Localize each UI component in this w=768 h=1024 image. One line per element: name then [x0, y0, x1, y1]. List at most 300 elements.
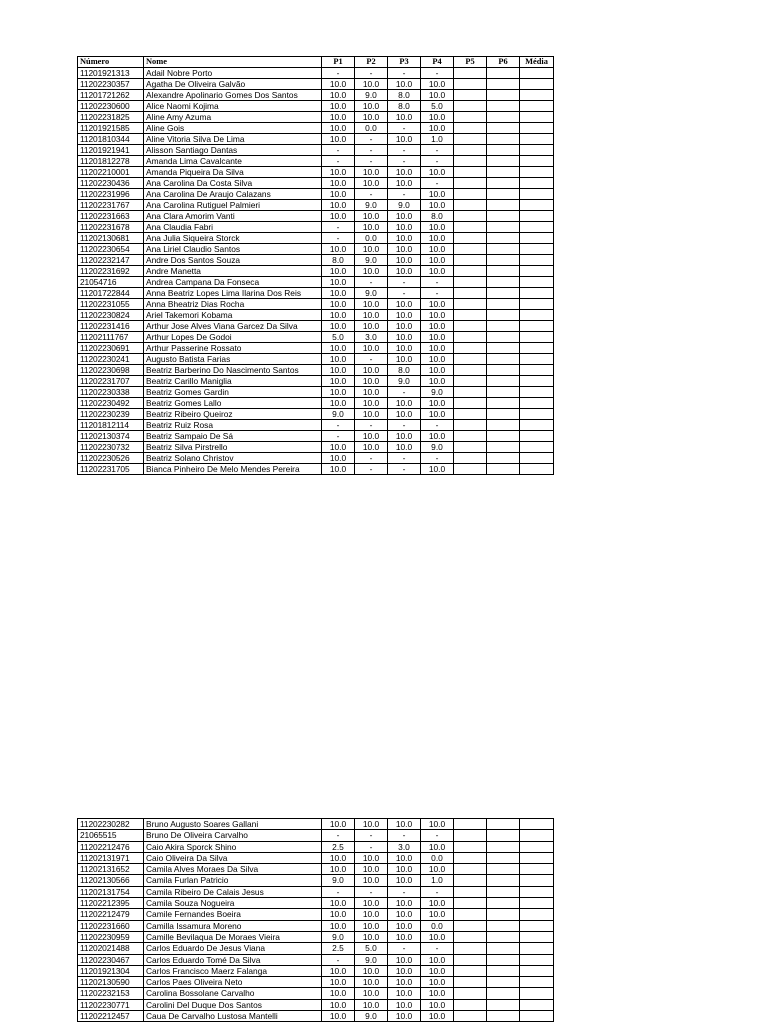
table-row: [78, 101, 554, 112]
grade-p3-cell: 10.0: [388, 931, 421, 942]
table-row: [78, 852, 554, 863]
grade-p1-cell: 10.0: [322, 977, 355, 988]
grade-p6-cell: [487, 244, 520, 255]
grade-p6-cell: [487, 112, 520, 123]
grade-p5-cell: [454, 387, 487, 398]
grade-p1-cell: 10.0: [322, 999, 355, 1010]
media-cell: [520, 453, 554, 464]
grade-p6-cell: [487, 898, 520, 909]
grade-p2-cell: 10.0: [355, 101, 388, 112]
grade-p6-cell: [487, 255, 520, 266]
grade-p2-cell: -: [355, 189, 388, 200]
student-name-cell: Carlos Paes Oliveira Neto: [144, 977, 322, 988]
student-name-cell: Caio Akira Sporck Shino: [144, 841, 322, 852]
grade-p1-cell: 10.0: [322, 365, 355, 376]
grade-p5-cell: [454, 909, 487, 920]
table-row: [78, 354, 554, 365]
grade-p5-cell: [454, 431, 487, 442]
student-name-cell: Camila Furlan Patricio: [144, 875, 322, 886]
media-cell: [520, 909, 554, 920]
student-name-cell: Anna Bheatriz Dias Rocha: [144, 299, 322, 310]
grade-p2-cell: 10.0: [355, 920, 388, 931]
grade-p2-cell: 10.0: [355, 409, 388, 420]
grade-p2-cell: -: [355, 886, 388, 897]
grade-p3-cell: 10.0: [388, 1011, 421, 1022]
grade-p2-cell: 10.0: [355, 343, 388, 354]
grade-p1-cell: 10.0: [322, 1011, 355, 1022]
media-cell: [520, 875, 554, 886]
grade-p1-cell: 10.0: [322, 211, 355, 222]
student-number-cell: 11202231416: [78, 321, 144, 332]
grade-p3-cell: 10.0: [388, 211, 421, 222]
grade-p1-cell: 10.0: [322, 852, 355, 863]
grade-p5-cell: [454, 398, 487, 409]
table-row: [78, 864, 554, 875]
student-number-cell: 11202131652: [78, 864, 144, 875]
grade-p2-cell: 10.0: [355, 931, 388, 942]
grade-p2-cell: 10.0: [355, 977, 388, 988]
student-number-cell: 11202230959: [78, 931, 144, 942]
grade-p1-cell: 10.0: [322, 464, 355, 475]
grade-p2-cell: 9.0: [355, 255, 388, 266]
grade-p1-cell: 10.0: [322, 178, 355, 189]
grade-p4-cell: 1.0: [421, 134, 454, 145]
student-name-cell: Ana Julia Siqueira Storck: [144, 233, 322, 244]
grade-p1-cell: 10.0: [322, 442, 355, 453]
grade-p2-cell: -: [355, 156, 388, 167]
student-number-cell: 11202230600: [78, 101, 144, 112]
media-cell: [520, 321, 554, 332]
grade-p1-cell: 10.0: [322, 864, 355, 875]
student-name-cell: Camille Bevilaqua De Moraes Vieira: [144, 931, 322, 942]
grade-p4-cell: 10.0: [421, 841, 454, 852]
table-row: [78, 988, 554, 999]
grade-p2-cell: 10.0: [355, 852, 388, 863]
student-number-cell: 11202231825: [78, 112, 144, 123]
grade-p1-cell: -: [322, 830, 355, 841]
grade-p5-cell: [454, 255, 487, 266]
student-name-cell: Carlos Eduardo De Jesus Viana: [144, 943, 322, 954]
media-cell: [520, 1011, 554, 1022]
table-row: [78, 977, 554, 988]
table-row: [78, 145, 554, 156]
column-header-p2: P2: [355, 57, 388, 68]
student-number-cell: 11202230691: [78, 343, 144, 354]
grade-p6-cell: [487, 920, 520, 931]
grade-p1-cell: 9.0: [322, 409, 355, 420]
media-cell: [520, 101, 554, 112]
student-name-cell: Alexandre Apolinario Gomes Dos Santos: [144, 90, 322, 101]
media-cell: [520, 365, 554, 376]
grade-p3-cell: 10.0: [388, 354, 421, 365]
grade-p3-cell: -: [388, 123, 421, 134]
student-number-cell: 11202231996: [78, 189, 144, 200]
grade-p2-cell: 10.0: [355, 999, 388, 1010]
grade-p5-cell: [454, 442, 487, 453]
grade-p5-cell: [454, 112, 487, 123]
grades-table-page-1: [77, 56, 554, 475]
student-name-cell: Bruno Augusto Soares Gallani: [144, 819, 322, 830]
grade-p6-cell: [487, 68, 520, 79]
column-header-nome: Nome: [144, 57, 322, 68]
student-number-cell: 11202111767: [78, 332, 144, 343]
student-number-cell: 11201921313: [78, 68, 144, 79]
grade-p2-cell: -: [355, 354, 388, 365]
grade-p3-cell: -: [388, 145, 421, 156]
media-cell: [520, 830, 554, 841]
table-row: [78, 387, 554, 398]
header-row: [78, 57, 554, 68]
grade-p3-cell: 10.0: [388, 999, 421, 1010]
grade-p1-cell: 10.0: [322, 398, 355, 409]
grade-p5-cell: [454, 988, 487, 999]
grade-p2-cell: -: [355, 68, 388, 79]
student-number-cell: 11202230436: [78, 178, 144, 189]
student-number-cell: 11202232153: [78, 988, 144, 999]
student-name-cell: Beatriz Solano Christov: [144, 453, 322, 464]
grade-p3-cell: 10.0: [388, 321, 421, 332]
grade-p5-cell: [454, 288, 487, 299]
grade-p5-cell: [454, 90, 487, 101]
grade-p4-cell: 10.0: [421, 431, 454, 442]
grade-p1-cell: 10.0: [322, 965, 355, 976]
grade-p5-cell: [454, 830, 487, 841]
student-number-cell: 11201810344: [78, 134, 144, 145]
grade-p1-cell: 10.0: [322, 123, 355, 134]
grade-p6-cell: [487, 819, 520, 830]
student-number-cell: 11202231692: [78, 266, 144, 277]
student-name-cell: Camila Souza Nogueira: [144, 898, 322, 909]
grade-p1-cell: 10.0: [322, 79, 355, 90]
grade-p5-cell: [454, 145, 487, 156]
grade-p5-cell: [454, 453, 487, 464]
grade-p2-cell: 9.0: [355, 288, 388, 299]
student-name-cell: Arthur Jose Alves Viana Garcez Da Silva: [144, 321, 322, 332]
grade-p4-cell: 10.0: [421, 398, 454, 409]
media-cell: [520, 134, 554, 145]
grade-p5-cell: [454, 200, 487, 211]
grade-p4-cell: 8.0: [421, 211, 454, 222]
table-row: [78, 909, 554, 920]
grade-p2-cell: 0.0: [355, 123, 388, 134]
grade-p5-cell: [454, 875, 487, 886]
student-number-cell: 11202230732: [78, 442, 144, 453]
table-row: [78, 819, 554, 830]
student-number-cell: 11202210001: [78, 167, 144, 178]
grade-p6-cell: [487, 464, 520, 475]
grade-p3-cell: 10.0: [388, 875, 421, 886]
table-row: [78, 931, 554, 942]
table-row: [78, 211, 554, 222]
grade-p3-cell: 8.0: [388, 365, 421, 376]
student-number-cell: 11202230526: [78, 453, 144, 464]
grade-p2-cell: 10.0: [355, 376, 388, 387]
grade-p2-cell: -: [355, 453, 388, 464]
media-cell: [520, 189, 554, 200]
grade-p1-cell: 10.0: [322, 898, 355, 909]
grade-p4-cell: 10.0: [421, 931, 454, 942]
grade-p6-cell: [487, 189, 520, 200]
grade-p3-cell: 10.0: [388, 864, 421, 875]
student-name-cell: Carolini Del Duque Dos Santos: [144, 999, 322, 1010]
table-row: [78, 965, 554, 976]
grade-p6-cell: [487, 156, 520, 167]
grade-p4-cell: 10.0: [421, 965, 454, 976]
grade-p5-cell: [454, 156, 487, 167]
grade-p4-cell: 10.0: [421, 365, 454, 376]
grade-p1-cell: 10.0: [322, 920, 355, 931]
media-cell: [520, 387, 554, 398]
student-number-cell: 11202231707: [78, 376, 144, 387]
grade-p3-cell: 10.0: [388, 167, 421, 178]
table-row: [78, 321, 554, 332]
grade-p3-cell: 3.0: [388, 841, 421, 852]
media-cell: [520, 977, 554, 988]
grade-p5-cell: [454, 222, 487, 233]
grade-p5-cell: [454, 376, 487, 387]
media-cell: [520, 200, 554, 211]
grade-p5-cell: [454, 167, 487, 178]
grade-p2-cell: 10.0: [355, 988, 388, 999]
grade-p6-cell: [487, 999, 520, 1010]
grade-p1-cell: 10.0: [322, 134, 355, 145]
grade-p4-cell: 10.0: [421, 898, 454, 909]
media-cell: [520, 999, 554, 1010]
column-header-p5: P5: [454, 57, 487, 68]
media-cell: [520, 79, 554, 90]
grade-p1-cell: 10.0: [322, 200, 355, 211]
student-number-cell: 11202231678: [78, 222, 144, 233]
table-row: [78, 222, 554, 233]
column-header-p1: P1: [322, 57, 355, 68]
media-cell: [520, 145, 554, 156]
student-name-cell: Ana Carolina De Araujo Calazans: [144, 189, 322, 200]
media-cell: [520, 233, 554, 244]
table-body: [78, 68, 554, 475]
grade-p4-cell: 10.0: [421, 409, 454, 420]
student-number-cell: 11202130566: [78, 875, 144, 886]
grade-p4-cell: -: [421, 68, 454, 79]
grade-p1-cell: 10.0: [322, 101, 355, 112]
table-row: [78, 841, 554, 852]
grade-p1-cell: 10.0: [322, 167, 355, 178]
student-number-cell: 11202230467: [78, 954, 144, 965]
media-cell: [520, 965, 554, 976]
table-row: [78, 134, 554, 145]
column-header-p6: P6: [487, 57, 520, 68]
student-number-cell: 11201812278: [78, 156, 144, 167]
student-name-cell: Amanda Lima Cavalcante: [144, 156, 322, 167]
student-name-cell: Ana Clara Amorim Vanti: [144, 211, 322, 222]
media-cell: [520, 898, 554, 909]
column-header-p3: P3: [388, 57, 421, 68]
table-row: [78, 299, 554, 310]
table-row: [78, 90, 554, 101]
table-row: [78, 277, 554, 288]
student-name-cell: Ana Carolina Da Costa Silva: [144, 178, 322, 189]
grade-p6-cell: [487, 178, 520, 189]
grade-p5-cell: [454, 68, 487, 79]
grade-p6-cell: [487, 123, 520, 134]
grade-p5-cell: [454, 321, 487, 332]
student-number-cell: 11202230239: [78, 409, 144, 420]
grade-p2-cell: -: [355, 830, 388, 841]
grade-p6-cell: [487, 101, 520, 112]
grade-p2-cell: -: [355, 841, 388, 852]
grade-p5-cell: [454, 954, 487, 965]
grade-p3-cell: 10.0: [388, 398, 421, 409]
media-cell: [520, 288, 554, 299]
media-cell: [520, 222, 554, 233]
student-name-cell: Ana Carolina Rutiguel Palmieri: [144, 200, 322, 211]
grade-p5-cell: [454, 886, 487, 897]
media-cell: [520, 864, 554, 875]
table-row: [78, 453, 554, 464]
grade-p4-cell: 10.0: [421, 332, 454, 343]
grade-p6-cell: [487, 167, 520, 178]
table-row: [78, 365, 554, 376]
grade-p2-cell: 10.0: [355, 178, 388, 189]
grade-p1-cell: -: [322, 233, 355, 244]
media-cell: [520, 988, 554, 999]
media-cell: [520, 819, 554, 830]
grade-p6-cell: [487, 864, 520, 875]
media-cell: [520, 156, 554, 167]
media-cell: [520, 943, 554, 954]
grade-p2-cell: 10.0: [355, 898, 388, 909]
student-name-cell: Carlos Francisco Maerz Falanga: [144, 965, 322, 976]
media-cell: [520, 90, 554, 101]
grade-p5-cell: [454, 1011, 487, 1022]
grade-p1-cell: -: [322, 222, 355, 233]
media-cell: [520, 841, 554, 852]
grade-p1-cell: 2.5: [322, 943, 355, 954]
grade-p2-cell: 10.0: [355, 365, 388, 376]
media-cell: [520, 310, 554, 321]
grade-p4-cell: -: [421, 453, 454, 464]
grade-p4-cell: 10.0: [421, 310, 454, 321]
grade-p4-cell: 10.0: [421, 376, 454, 387]
student-name-cell: Bruno De Oliveira Carvalho: [144, 830, 322, 841]
student-number-cell: 11202130374: [78, 431, 144, 442]
column-header-media: Média: [520, 57, 554, 68]
grade-p4-cell: 10.0: [421, 79, 454, 90]
grade-p1-cell: 10.0: [322, 189, 355, 200]
grade-p2-cell: 10.0: [355, 875, 388, 886]
grade-p6-cell: [487, 354, 520, 365]
student-number-cell: 11202130681: [78, 233, 144, 244]
grade-p3-cell: 10.0: [388, 112, 421, 123]
grade-p3-cell: 10.0: [388, 431, 421, 442]
grade-p1-cell: 10.0: [322, 387, 355, 398]
student-name-cell: Andre Dos Santos Souza: [144, 255, 322, 266]
grade-p4-cell: 10.0: [421, 167, 454, 178]
table-row: [78, 68, 554, 79]
student-name-cell: Caua De Carvalho Lustosa Mantelli: [144, 1011, 322, 1022]
grade-p3-cell: 10.0: [388, 898, 421, 909]
media-cell: [520, 398, 554, 409]
grade-p3-cell: 10.0: [388, 442, 421, 453]
grade-p3-cell: 10.0: [388, 134, 421, 145]
student-name-cell: Aline Gois: [144, 123, 322, 134]
grade-p1-cell: 10.0: [322, 90, 355, 101]
grade-p5-cell: [454, 420, 487, 431]
table-row: [78, 875, 554, 886]
student-number-cell: 11202230654: [78, 244, 144, 255]
student-number-cell: 11202231055: [78, 299, 144, 310]
grade-p1-cell: 10.0: [322, 277, 355, 288]
media-cell: [520, 68, 554, 79]
student-name-cell: Beatriz Barberino Do Nascimento Santos: [144, 365, 322, 376]
student-name-cell: Camila Alves Moraes Da Silva: [144, 864, 322, 875]
grade-p6-cell: [487, 387, 520, 398]
table-row: [78, 178, 554, 189]
grade-p1-cell: -: [322, 156, 355, 167]
grade-p6-cell: [487, 965, 520, 976]
grade-p4-cell: -: [421, 830, 454, 841]
grade-p6-cell: [487, 453, 520, 464]
student-name-cell: Amanda Piqueira Da Silva: [144, 167, 322, 178]
grade-p4-cell: 10.0: [421, 999, 454, 1010]
table-row: [78, 943, 554, 954]
media-cell: [520, 409, 554, 420]
student-number-cell: 11202230824: [78, 310, 144, 321]
grade-p1-cell: 10.0: [322, 266, 355, 277]
table-row: [78, 954, 554, 965]
grade-p5-cell: [454, 332, 487, 343]
student-number-cell: 11202212479: [78, 909, 144, 920]
grade-p3-cell: 10.0: [388, 920, 421, 931]
media-cell: [520, 112, 554, 123]
grade-p3-cell: 10.0: [388, 299, 421, 310]
grade-p1-cell: -: [322, 431, 355, 442]
grade-p6-cell: [487, 420, 520, 431]
table-row: [78, 886, 554, 897]
grade-p2-cell: 3.0: [355, 332, 388, 343]
student-number-cell: 11201921304: [78, 965, 144, 976]
student-name-cell: Arthur Passerine Rossato: [144, 343, 322, 354]
grade-p5-cell: [454, 79, 487, 90]
grade-p5-cell: [454, 977, 487, 988]
student-number-cell: 11202231705: [78, 464, 144, 475]
media-cell: [520, 420, 554, 431]
grade-p6-cell: [487, 852, 520, 863]
grade-p3-cell: -: [388, 943, 421, 954]
student-name-cell: Caio Oliveira Da Silva: [144, 852, 322, 863]
grade-p6-cell: [487, 1011, 520, 1022]
grade-p6-cell: [487, 145, 520, 156]
student-name-cell: Bianca Pinheiro De Melo Mendes Pereira: [144, 464, 322, 475]
grade-p6-cell: [487, 398, 520, 409]
grade-p2-cell: 10.0: [355, 442, 388, 453]
grade-p2-cell: 9.0: [355, 954, 388, 965]
grade-p1-cell: 10.0: [322, 299, 355, 310]
student-name-cell: Ariel Takemori Kobama: [144, 310, 322, 321]
table-body: [78, 819, 554, 1022]
grade-p1-cell: -: [322, 954, 355, 965]
media-cell: [520, 431, 554, 442]
grade-p1-cell: -: [322, 68, 355, 79]
grade-p1-cell: 2.5: [322, 841, 355, 852]
grade-p6-cell: [487, 233, 520, 244]
student-number-cell: 11202212476: [78, 841, 144, 852]
grade-p5-cell: [454, 354, 487, 365]
table-row: [78, 830, 554, 841]
grade-p6-cell: [487, 332, 520, 343]
grade-p3-cell: 10.0: [388, 909, 421, 920]
student-name-cell: Andrea Campana Da Fonseca: [144, 277, 322, 288]
grade-p2-cell: -: [355, 277, 388, 288]
